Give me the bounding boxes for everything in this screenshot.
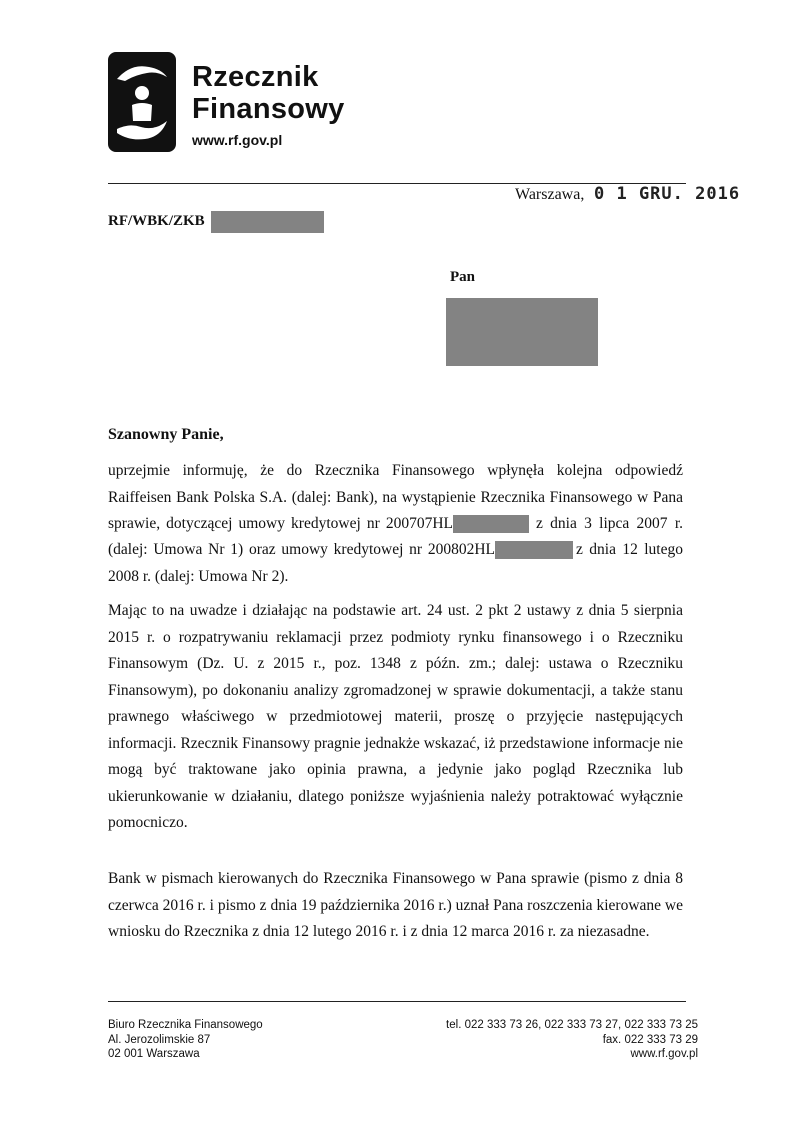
footer-address [108, 1018, 263, 1062]
footer-divider [108, 1001, 686, 1002]
paragraph-1-line-4a: (dalej: Umowa Nr 1) oraz umowy kredytowej nr 200802HL [108, 541, 495, 558]
footer-address-line2: Al. Jerozolimskie 87 [108, 1033, 211, 1046]
logo-name-line1: Rzecznik [192, 61, 319, 93]
salutation: Szanowny Panie, [108, 426, 224, 443]
footer-fax: fax. 022 333 73 29 [602, 1033, 698, 1046]
logo-name-line2: Finansowy [192, 93, 345, 125]
paragraph-1-line-1: uprzejmie informuję, że do Rzecznika Finansowego wpłynęła kolejna odpowiedź [108, 462, 683, 479]
footer-contact [400, 1018, 698, 1062]
logo-url: www.rf.gov.pl [192, 132, 283, 148]
paragraph-1-line-4b: z dnia 12 lutego [576, 541, 683, 558]
paragraph-2: Mając to na uwadze i działając na podstawie art. 24 ust. 2 pkt 2 ustawy z dnia 5 sierpnia 2015 r. o rozpatrywaniu reklamacji przez podmioty rynku finansowego i o Rzeczniku Finansowym (Dz. U. z 2015 r., poz. 1348 z późn. zm.; dalej: ustawa o Rzeczniku Finansowym), po dokonaniu analizy zgromadzonej w sprawie dokumentacji, a także stanu prawnego właściwego w przedmiotowej materii, proszę o przyjęcie następujących informacji. Rzecznik Finansowy pragnie jednakże wskazać, iż przedstawione informacje nie mogą być traktowane jako opinia prawna, a jedynie jako pogląd Rzecznika lub ukierunkowanie w działaniu, dlatego poniższe wyjaśnienia należy potraktować wyłącznie pomocniczo. [108, 602, 683, 831]
reference-number: RF/WBK/ZKB [108, 213, 205, 229]
footer-address-line1: Biuro Rzecznika Finansowego [108, 1019, 263, 1031]
paragraph-3: Bank w pismach kierowanych do Rzecznika Finansowego w Pana sprawie (pismo z dnia 8 czerwca 2016 r. i pismo z dnia 19 października 2016 r.) uznał Pana roszczenia kierowane we wniosku do Rzecznika z dnia 12 lutego 2016 r. i z dnia 12 marca 2016 r. za niezasadne. [108, 870, 683, 940]
redacted-contract-1 [453, 515, 529, 533]
paragraph-1-line-2: Raiffeisen Bank Polska S.A. (dalej: Bank), na wystąpienie Rzecznika Finansowego w Pana [108, 489, 683, 506]
redacted-contract-2 [495, 541, 573, 559]
addressee-title: Pan [450, 269, 476, 285]
date-stamp: 0 1 GRU. 2016 [594, 184, 741, 204]
footer-url: www.rf.gov.pl [630, 1048, 698, 1060]
footer-address-line3: 02 001 Warszawa [108, 1048, 200, 1060]
paragraph-1-line-3a: sprawie, dotyczącej umowy kredytowej nr 200707HL [108, 515, 453, 532]
paragraph-1-line-5: 2008 r. (dalej: Umowa Nr 2). [108, 568, 289, 585]
hands-person-icon [111, 55, 173, 149]
redacted-reference [211, 211, 324, 233]
footer-phone: tel. 022 333 73 26, 022 333 73 27, 022 333 73 25 [446, 1019, 698, 1031]
city-label: Warszawa, [515, 186, 585, 203]
paragraph-1-line-3b: z dnia 3 lipca 2007 r. [536, 515, 683, 532]
redacted-address [446, 298, 598, 366]
logo-mark [108, 52, 176, 152]
